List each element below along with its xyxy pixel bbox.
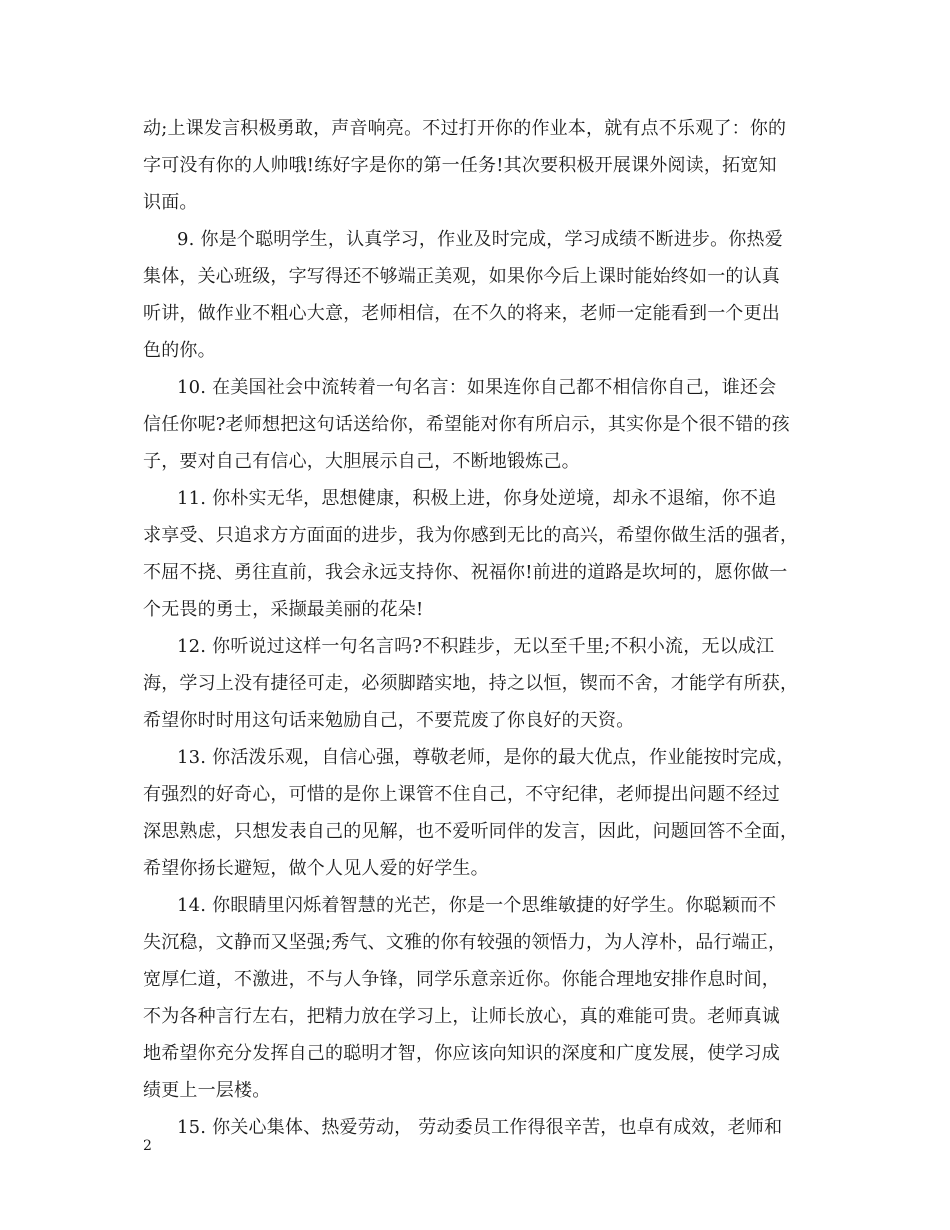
text-line: 地希望你充分发挥自己的聪明才智，你应该向知识的深度和广度发展，使学习成 <box>143 1043 780 1064</box>
text-line: 海，学习上没有捷径可走，必须脚踏实地，持之以恒，锲而不舍，才能学有所获， <box>143 673 799 694</box>
text-line: 识面。 <box>143 192 198 213</box>
text-line: 失沉稳，文静而又坚强;秀气、文雅的你有较强的领悟力，为人淳朴，品行端正， <box>143 932 787 953</box>
text-line: 希望你时时用这句话来勉励自己，不要荒废了你良好的天资。 <box>143 710 635 731</box>
paragraph-15-start: 15. 你关心集体、热爱劳动， 劳动委员工作得很辛苦，也卓有成效，老师和 <box>177 1117 783 1138</box>
text-line: 集体，关心班级，字写得还不够端正美观，如果你今后上课时能始终如一的认真 <box>143 266 780 287</box>
text-line: 深思熟虑，只想发表自己的见解，也不爱听同伴的发言，因此，问题回答不全面， <box>143 821 799 842</box>
text-line: 不屈不挠、勇往直前，我会永远支持你、祝福你!前进的道路是坎坷的，愿你做一 <box>143 562 788 583</box>
text-line: 子，要对自己有信心，大胆展示自己，不断地锻炼己。 <box>143 451 580 472</box>
paragraph-10-start: 10. 在美国社会中流转着一句名言：如果连你自己都不相信你自己，谁还会 <box>177 377 777 398</box>
text-line: 听讲，做作业不粗心大意，老师相信，在不久的将来，老师一定能看到一个更出 <box>143 303 780 324</box>
paragraph-13-start: 13. 你活泼乐观，自信心强，尊敬老师，是你的最大优点，作业能按时完成， <box>177 747 795 768</box>
page-number: 2 <box>143 1138 152 1154</box>
text-line: 个无畏的勇士，采撷最美丽的花朵! <box>143 599 424 620</box>
text-line: 信任你呢?老师想把这句话送给你，希望能对你有所启示，其实你是个很不错的孩 <box>143 414 790 435</box>
text-line: 有强烈的好奇心，可惜的是你上课管不住自己，不守纪律，老师提出问题不经过 <box>143 784 780 805</box>
paragraph-9-start: 9. 你是个聪明学生，认真学习，作业及时完成，学习成绩不断进步。你热爱 <box>177 229 783 250</box>
text-line: 色的你。 <box>143 340 216 361</box>
text-line: 字可没有你的人帅哦!练好字是你的第一任务!其次要积极开展课外阅读，拓宽知 <box>143 155 777 176</box>
text-line: 不为各种言行左右，把精力放在学习上，让师长放心，真的难能可贵。老师真诚 <box>143 1006 780 1027</box>
text-line: 动;上课发言积极勇敢，声音响亮。不过打开你的作业本，就有点不乐观了：你的 <box>143 118 787 139</box>
text-line: 求享受、只追求方方面面的进步，我为你感到无比的高兴，希望你做生活的强者， <box>143 525 799 546</box>
paragraph-11-start: 11. 你朴实无华，思想健康，积极上进，你身处逆境，却永不退缩，你不追 <box>177 488 777 509</box>
text-line: 宽厚仁道，不激进，不与人争锋，同学乐意亲近你。你能合理地安排作息时间， <box>143 969 780 990</box>
paragraph-14-start: 14. 你眼睛里闪烁着智慧的光芒，你是一个思维敏捷的好学生。你聪颖而不 <box>177 895 777 916</box>
text-line: 希望你扬长避短，做个人见人爱的好学生。 <box>143 858 489 879</box>
paragraph-12-start: 12. 你听说过这样一句名言吗?不积跬步，无以至千里;不积小流，无以成江 <box>177 636 775 657</box>
text-line: 绩更上一层楼。 <box>143 1080 271 1101</box>
